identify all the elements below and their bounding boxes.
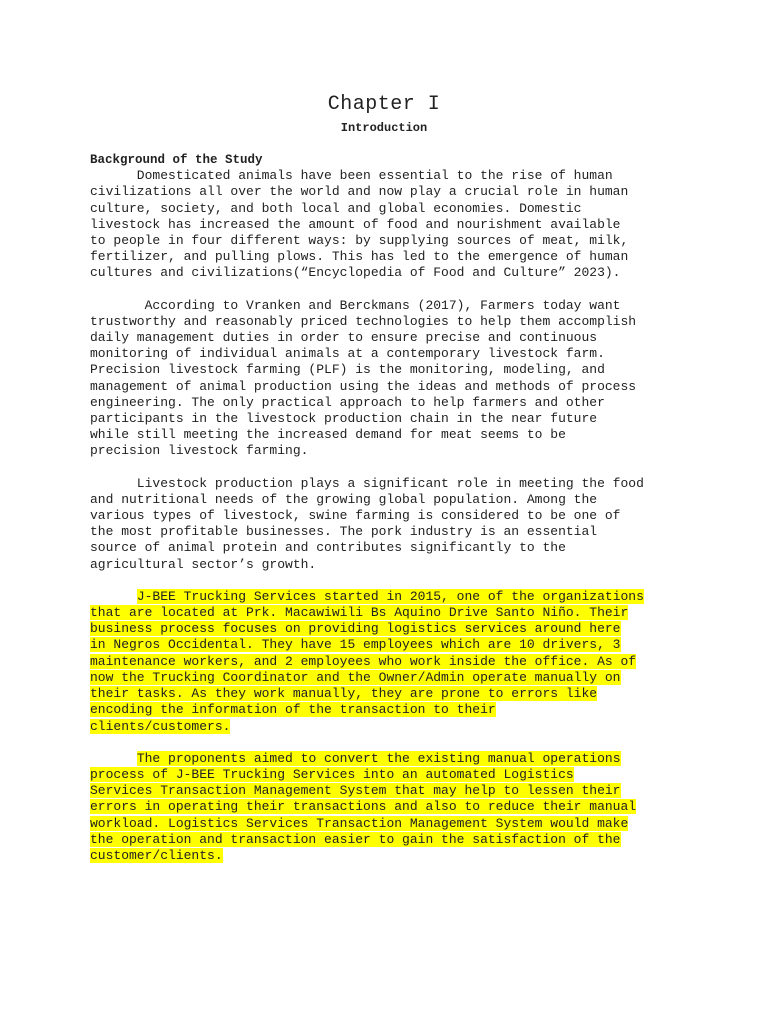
paragraph-line: Precision livestock farming (PLF) is the monitoring, modeling, and xyxy=(90,362,605,378)
section-heading: Background of the Study xyxy=(90,153,263,167)
paragraph-line: to people in four different ways: by supplying sources of meat, milk, xyxy=(90,233,629,249)
paragraph-gap xyxy=(90,735,680,751)
paragraph-line: errors in operating their transactions and also to reduce their manual xyxy=(90,799,637,815)
paragraph-line: trustworthy and reasonably priced technologies to help them accomplish xyxy=(90,313,637,329)
paragraph-line: precision livestock farming. xyxy=(90,443,309,459)
paragraph-line: J-BEE Trucking Services started in 2015, one of the organizations xyxy=(136,588,644,604)
paragraph-gap xyxy=(90,460,680,476)
paragraph xyxy=(90,476,680,573)
introduction-heading: Introduction xyxy=(340,121,428,135)
paragraph-line: in Negros Occidental. They have 15 employees which are 10 drivers, 3 xyxy=(90,637,621,653)
paragraph-line: engineering. The only practical approach to help farmers and other xyxy=(90,394,605,410)
paragraph-line: The proponents aimed to convert the existing manual operations xyxy=(136,750,621,766)
paragraph-line: process of J-BEE Trucking Services into an automated Logistics xyxy=(90,766,574,782)
paragraph xyxy=(90,589,680,735)
paragraph-line: the most profitable businesses. The pork industry is an essential xyxy=(90,524,598,540)
paragraph-line: clients/customers. xyxy=(90,718,231,734)
chapter-title: Chapter I xyxy=(327,93,441,116)
paragraph-line: Livestock production plays a significant role in meeting the food xyxy=(90,475,644,491)
paragraph-line: encoding the information of the transaction to their xyxy=(90,702,496,718)
paragraph-line: source of animal protein and contributes significantly to the xyxy=(90,540,566,556)
paragraph-line: civilizations all over the world and now play a crucial role in human xyxy=(90,184,629,200)
paragraph-line: maintenance workers, and 2 employees who work inside the office. As of xyxy=(90,653,637,669)
paragraph-line: their tasks. As they work manually, they are prone to errors like xyxy=(90,686,598,702)
paragraph-gap xyxy=(90,282,680,298)
paragraph-list xyxy=(90,168,680,864)
paragraph-line: According to Vranken and Berckmans (2017), Farmers today want xyxy=(90,297,621,313)
paragraph-line: Domesticated animals have been essential to the rise of human xyxy=(90,168,613,184)
paragraph xyxy=(90,298,680,460)
paragraph-line: livestock has increased the amount of food and nourishment available xyxy=(90,216,621,232)
paragraph-line: daily management duties in order to ensure precise and continuous xyxy=(90,330,598,346)
paragraph-line: culture, society, and both local and global economies. Domestic xyxy=(90,200,582,216)
paragraph-line: participants in the livestock production chain in the near future xyxy=(90,411,598,427)
paragraph-line: business process focuses on providing logistics services around here xyxy=(90,621,621,637)
paragraph-line: agricultural sector’s growth. xyxy=(90,556,317,572)
paragraph xyxy=(90,751,680,864)
paragraph-line: fertilizer, and pulling plows. This has led to the emergence of human xyxy=(90,249,629,265)
paragraph-line: the operation and transaction easier to gain the satisfaction of the xyxy=(90,831,621,847)
paragraph-gap xyxy=(90,573,680,589)
paragraph-line: management of animal production using the ideas and methods of process xyxy=(90,378,637,394)
paragraph-line: while still meeting the increased demand for meat seems to be xyxy=(90,427,566,443)
paragraph-line: Services Transaction Management System that may help to lessen their xyxy=(90,783,621,799)
paragraph xyxy=(90,168,680,281)
document-body xyxy=(90,152,680,864)
paragraph-line: and nutritional needs of the growing global population. Among the xyxy=(90,491,598,507)
paragraph-line: monitoring of individual animals at a contemporary livestock farm. xyxy=(90,346,605,362)
paragraph-line: now the Trucking Coordinator and the Owner/Admin operate manually on xyxy=(90,669,621,685)
paragraph-line: that are located at Prk. Macawiwili Bs Aquino Drive Santo Niño. Their xyxy=(90,605,629,621)
paragraph-line: workload. Logistics Services Transaction Management System would make xyxy=(90,815,629,831)
paragraph-line: cultures and civilizations(“Encyclopedia of Food and Culture” 2023). xyxy=(90,265,621,281)
paragraph-line: various types of livestock, swine farming is considered to be one of xyxy=(90,508,621,524)
paragraph-line: customer/clients. xyxy=(90,847,223,863)
